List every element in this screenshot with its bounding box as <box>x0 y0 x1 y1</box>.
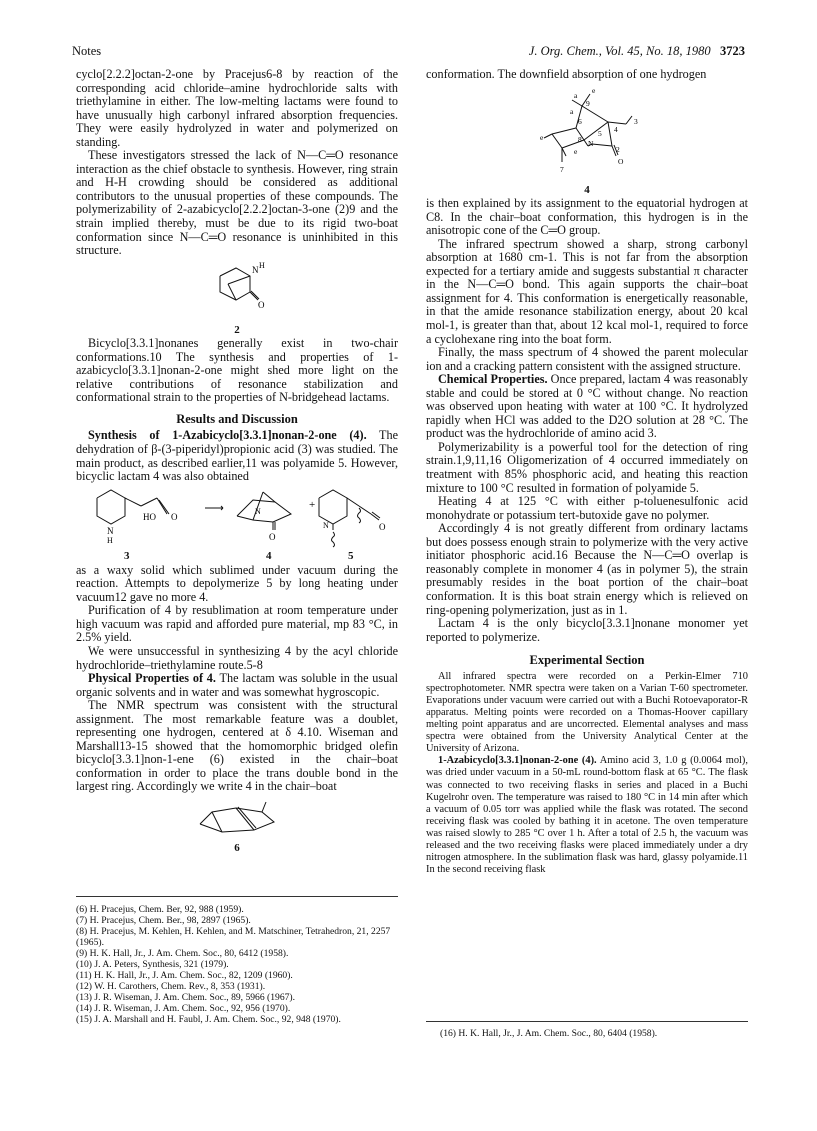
atom-label: O <box>618 156 624 166</box>
svg-text:N: N <box>255 506 261 516</box>
paragraph-text: The lactam was soluble in the usual organic solvents and in water and was somewhat hygroscopic. <box>76 671 398 699</box>
paragraph-synthesis <box>76 429 398 483</box>
paragraph-chemical <box>426 373 748 441</box>
structure-4-label: 4 <box>584 183 590 196</box>
atom-label: 8 <box>578 134 582 144</box>
atom-label: 7 <box>560 164 564 174</box>
paragraph: Accordingly 4 is not greatly different from ordinary lactams but does possess enough strain to polymerize with the very active initiator phosphoric acid.16 Because the N—C═O overlap is reasonably complete in monomer 4 (as in polymer 5), the strain presumably resides in the boat portion of the chair–boat conformation. It is this boat strain energy which is relieved on ring-opening polymerization, just as in 1. <box>426 521 748 617</box>
structure-4-chair-boat-figure <box>522 84 652 182</box>
paragraph: The infrared spectrum showed a sharp, strong carbonyl absorption at 1680 cm-1. This is not far from the absorption expected for a tertiary amide and suggests substantial π character in the N—C═O bond. This again supports the chair–boat assignment for 4. This conformation is energetically reasonable, in that the amide resonance stabilization energy, about 20 kcal mol-1, is greater than that, about 12 kcal mol-1, required to force a cyclohexane ring into the boat form. <box>426 236 748 346</box>
atom-label: 6 <box>578 116 582 126</box>
footnote: (11) H. K. Hall, Jr., J. Am. Chem. Soc., 82, 1209 (1960). <box>76 970 293 981</box>
atom-label: N <box>588 138 594 148</box>
footnotes-left <box>76 904 398 1025</box>
journal-citation: J. Org. Chem., Vol. 45, No. 18, 1980 <box>528 44 711 58</box>
paragraph: cyclo[2.2.2]octan-2-one by Pracejus6-8 by reaction of the corresponding acid chloride–amine hydrochloride salts with triethylamine in either. The low-melting lactams were found to have unusually high carbonyl infrared absorption frequencies. They were easily hydrolyzed in water and polymerized on standing. <box>76 67 398 149</box>
atom-label: a <box>574 90 578 100</box>
svg-text:O: O <box>379 521 386 532</box>
paragraph-text: The dehydration of β-(3-piperidyl)propionic acid (3) was studied. The main product, as described earlier,11 was polyamide 5. However, bicyclic lactam 4 was also obtained <box>76 428 398 484</box>
paragraph: We were unsuccessful in synthesizing 4 by the acyl chloride hydrochloride–triethylamine route.5-8 <box>76 643 398 672</box>
compound-3-label: 3 <box>124 549 130 562</box>
page-number: 3723 <box>720 44 745 58</box>
footnote-rule <box>426 1021 748 1022</box>
paragraph: as a waxy solid which sublimed under vacuum during the reaction. Attempts to depolymerize 5 by long heating under vacuum12 gave no more 4. <box>76 562 398 604</box>
scheme-labels <box>76 550 398 564</box>
paragraph-procedure <box>426 755 748 876</box>
svg-text:O: O <box>269 531 276 542</box>
left-column <box>76 68 398 856</box>
footnote-rule <box>76 896 398 897</box>
run-in-heading: Chemical Properties. <box>438 372 548 387</box>
svg-text:H: H <box>259 260 265 270</box>
paragraph: Lactam 4 is the only bicyclo[3.3.1]nonane monomer yet reported to polymerize. <box>426 616 748 644</box>
run-in-heading: Synthesis of 1-Azabicyclo[3.3.1]nonan-2-one (4). <box>88 428 367 443</box>
atom-label: 4 <box>614 124 618 134</box>
paragraph: Polymerizability is a powerful tool for the detection of ring strain.1,9,11,16 Oligomerization of 4 occurred immediately on treatment with 85% phosphoric acid, and heating this reaction mixture to 100 °C resulted in formation of polyamide 5. <box>426 439 748 495</box>
footnote: (9) H. K. Hall, Jr., J. Am. Chem. Soc., 80, 6412 (1958). <box>76 948 289 959</box>
paragraph-text: Once prepared, lactam 4 was reasonably stable and could be stored at 0 °C without change. No reaction was observed upon heating with water at 100 °C. It hydrolyzed rapidly when HCl was added to the D2O solution at 28 °C. The product was the hydrochloride of amino acid 3. <box>426 372 748 441</box>
svg-text:HO: HO <box>143 511 156 522</box>
atom-label: 9 <box>586 98 590 108</box>
paragraph: Finally, the mass spectrum of 4 showed the parent molecular ion and a cracking pattern consistent with the assigned structure. <box>426 345 748 373</box>
paragraph: Bicyclo[3.3.1]nonanes generally exist in two-chair conformations.10 The synthesis and properties of 1-azabicyclo[3.3.1]nonan-2-one might shed more light on the relative contributions of resonance stabilization and conformational strain to the properties of N-bridgehead lactams. <box>76 336 398 405</box>
structure-6-label: 6 <box>234 841 240 854</box>
paragraph: conformation. The downfield absorption of one hydrogen <box>426 67 707 81</box>
svg-text:+: + <box>309 498 316 511</box>
atom-label: e <box>592 85 596 95</box>
svg-text:H: H <box>107 535 113 545</box>
svg-text:N: N <box>252 264 259 275</box>
footnote: (13) J. R. Wiseman, J. Am. Chem. Soc., 89, 5966 (1967). <box>76 992 296 1003</box>
footnote: (15) J. A. Marshall and H. Faubl, J. Am. Chem. Soc., 92, 948 (1970). <box>76 1014 341 1025</box>
footnote: (8) H. Pracejus, M. Kehlen, H. Kehlen, and M. Matschiner, Tetrahedron, 21, 2257 (1965). <box>76 926 391 948</box>
section-heading-experimental: Experimental Section <box>529 653 645 668</box>
atom-label: e <box>574 146 578 156</box>
section-heading-results: Results and Discussion <box>176 411 298 426</box>
structure-2-figure <box>202 260 272 322</box>
compound-5-label: 5 <box>348 549 354 562</box>
running-head-section: Notes <box>72 44 102 58</box>
paragraph: Purification of 4 by resublimation at room temperature under high vacuum was rapid and afforded pure material, mp 83 °C, in 2.5% yield. <box>76 603 398 645</box>
reaction-scheme-figure <box>87 486 387 548</box>
footnote: (10) J. A. Peters, Synthesis, 321 (1979). <box>76 959 229 970</box>
atom-label: 2 <box>616 144 620 154</box>
paragraph-physical <box>76 672 398 699</box>
atom-label: a <box>570 106 574 116</box>
svg-text:O: O <box>171 511 178 522</box>
footnote: (12) W. H. Carothers, Chem. Rev., 8, 353 (1931). <box>76 981 266 992</box>
svg-text:O: O <box>258 299 265 310</box>
atom-label: 3 <box>634 116 638 126</box>
atom-label: 5 <box>598 128 602 138</box>
running-head-journal <box>529 44 745 59</box>
run-in-heading: 1-Azabicyclo[3.3.1]nonan-2-one (4). <box>438 755 597 767</box>
right-column <box>426 68 748 876</box>
compound-4-label: 4 <box>266 549 272 562</box>
run-in-heading: Physical Properties of 4. <box>88 671 216 686</box>
svg-text:N: N <box>107 525 114 536</box>
paragraph: is then explained by its assignment to the equatorial hydrogen at C8. In the chair–boat conformation, this hydrogen is in the anisotropic cone of the C═O group. <box>426 196 748 238</box>
footnote: (6) H. Pracejus, Chem. Ber, 92, 988 (1959). <box>76 904 244 915</box>
structure-2-label: 2 <box>234 323 240 336</box>
paragraph: All infrared spectra were recorded on a Perkin-Elmer 710 spectrophotometer. NMR spectra were taken on a Varian T-60 spectrometer. Evaporations under vacuum were carried out with a Buchi Rotoevaporator-R apparatus. Melting points were recorded on a Thomas-Hoover capillary melting point apparatus and are uncorrected. Elemental analyses and mass spectra were obtained from the University Analytical Center at the University of Arizona. <box>426 670 748 755</box>
footnote: (16) H. K. Hall, Jr., J. Am. Chem. Soc., 80, 6404 (1958). <box>440 1028 658 1039</box>
paragraph: The NMR spectrum was consistent with the structural assignment. The most remarkable feature was a doublet, representing one hydrogen, centered at δ 4.10. Wiseman and Marshall13-15 showed that the homomorphic bridged olefin bicyclo[3.3.1]non-1-ene (6) existed in the chair–boat conformation in order to place the trans double bond in the largest ring. Accordingly we write 4 in the chair–boat <box>76 698 398 794</box>
footnote: (14) J. R. Wiseman, J. Am. Chem. Soc., 92, 956 (1970). <box>76 1003 291 1014</box>
structure-6-figure <box>192 796 282 840</box>
paragraph-text: Amino acid 3, 1.0 g (0.0064 mol), was dried under vacuum in a 50-mL round-bottom flask at 65 °C. The flask was connected to two receiving flasks in series and placed in a Buchi Kugelrohr oven. The temperature was raised to 180 °C in 14 min after which a vacuum of 0.05 torr was applied while the flask was rotated. The second receiving flask was cooled by bathing it in acetone. The oven temperature was raised slowly to 285 °C over 1 h. After a total of 2.5 h, the vacuum was released and the two receiving flasks were placed immediately under a dry nitrogen atmosphere. In the sublimation flask was hard, glassy polyamide.11 In the second receiving flask <box>426 755 748 876</box>
footnote: (7) H. Pracejus, Chem. Ber., 98, 2897 (1965). <box>76 915 251 926</box>
paragraph: These investigators stressed the lack of N—C═O resonance interaction as the chief obstacle to synthesis. However, ring strain and H-H crowding should be considered as additional contributors to the unusual properties of these compounds. The polymerizability of 2-azabicyclo[2.2.2]octan-3-one (2)9 and the strain implied thereby, must be due to its rigid two-boat conformation since N—C═O resonance is uninhibited in this structure. <box>76 148 398 258</box>
atom-label: e <box>540 132 544 142</box>
svg-text:N: N <box>323 520 329 530</box>
paragraph: Heating 4 at 125 °C with either p-toluenesulfonic acid monohydrate or potassium tert-butoxide gave no polymer. <box>426 494 748 522</box>
